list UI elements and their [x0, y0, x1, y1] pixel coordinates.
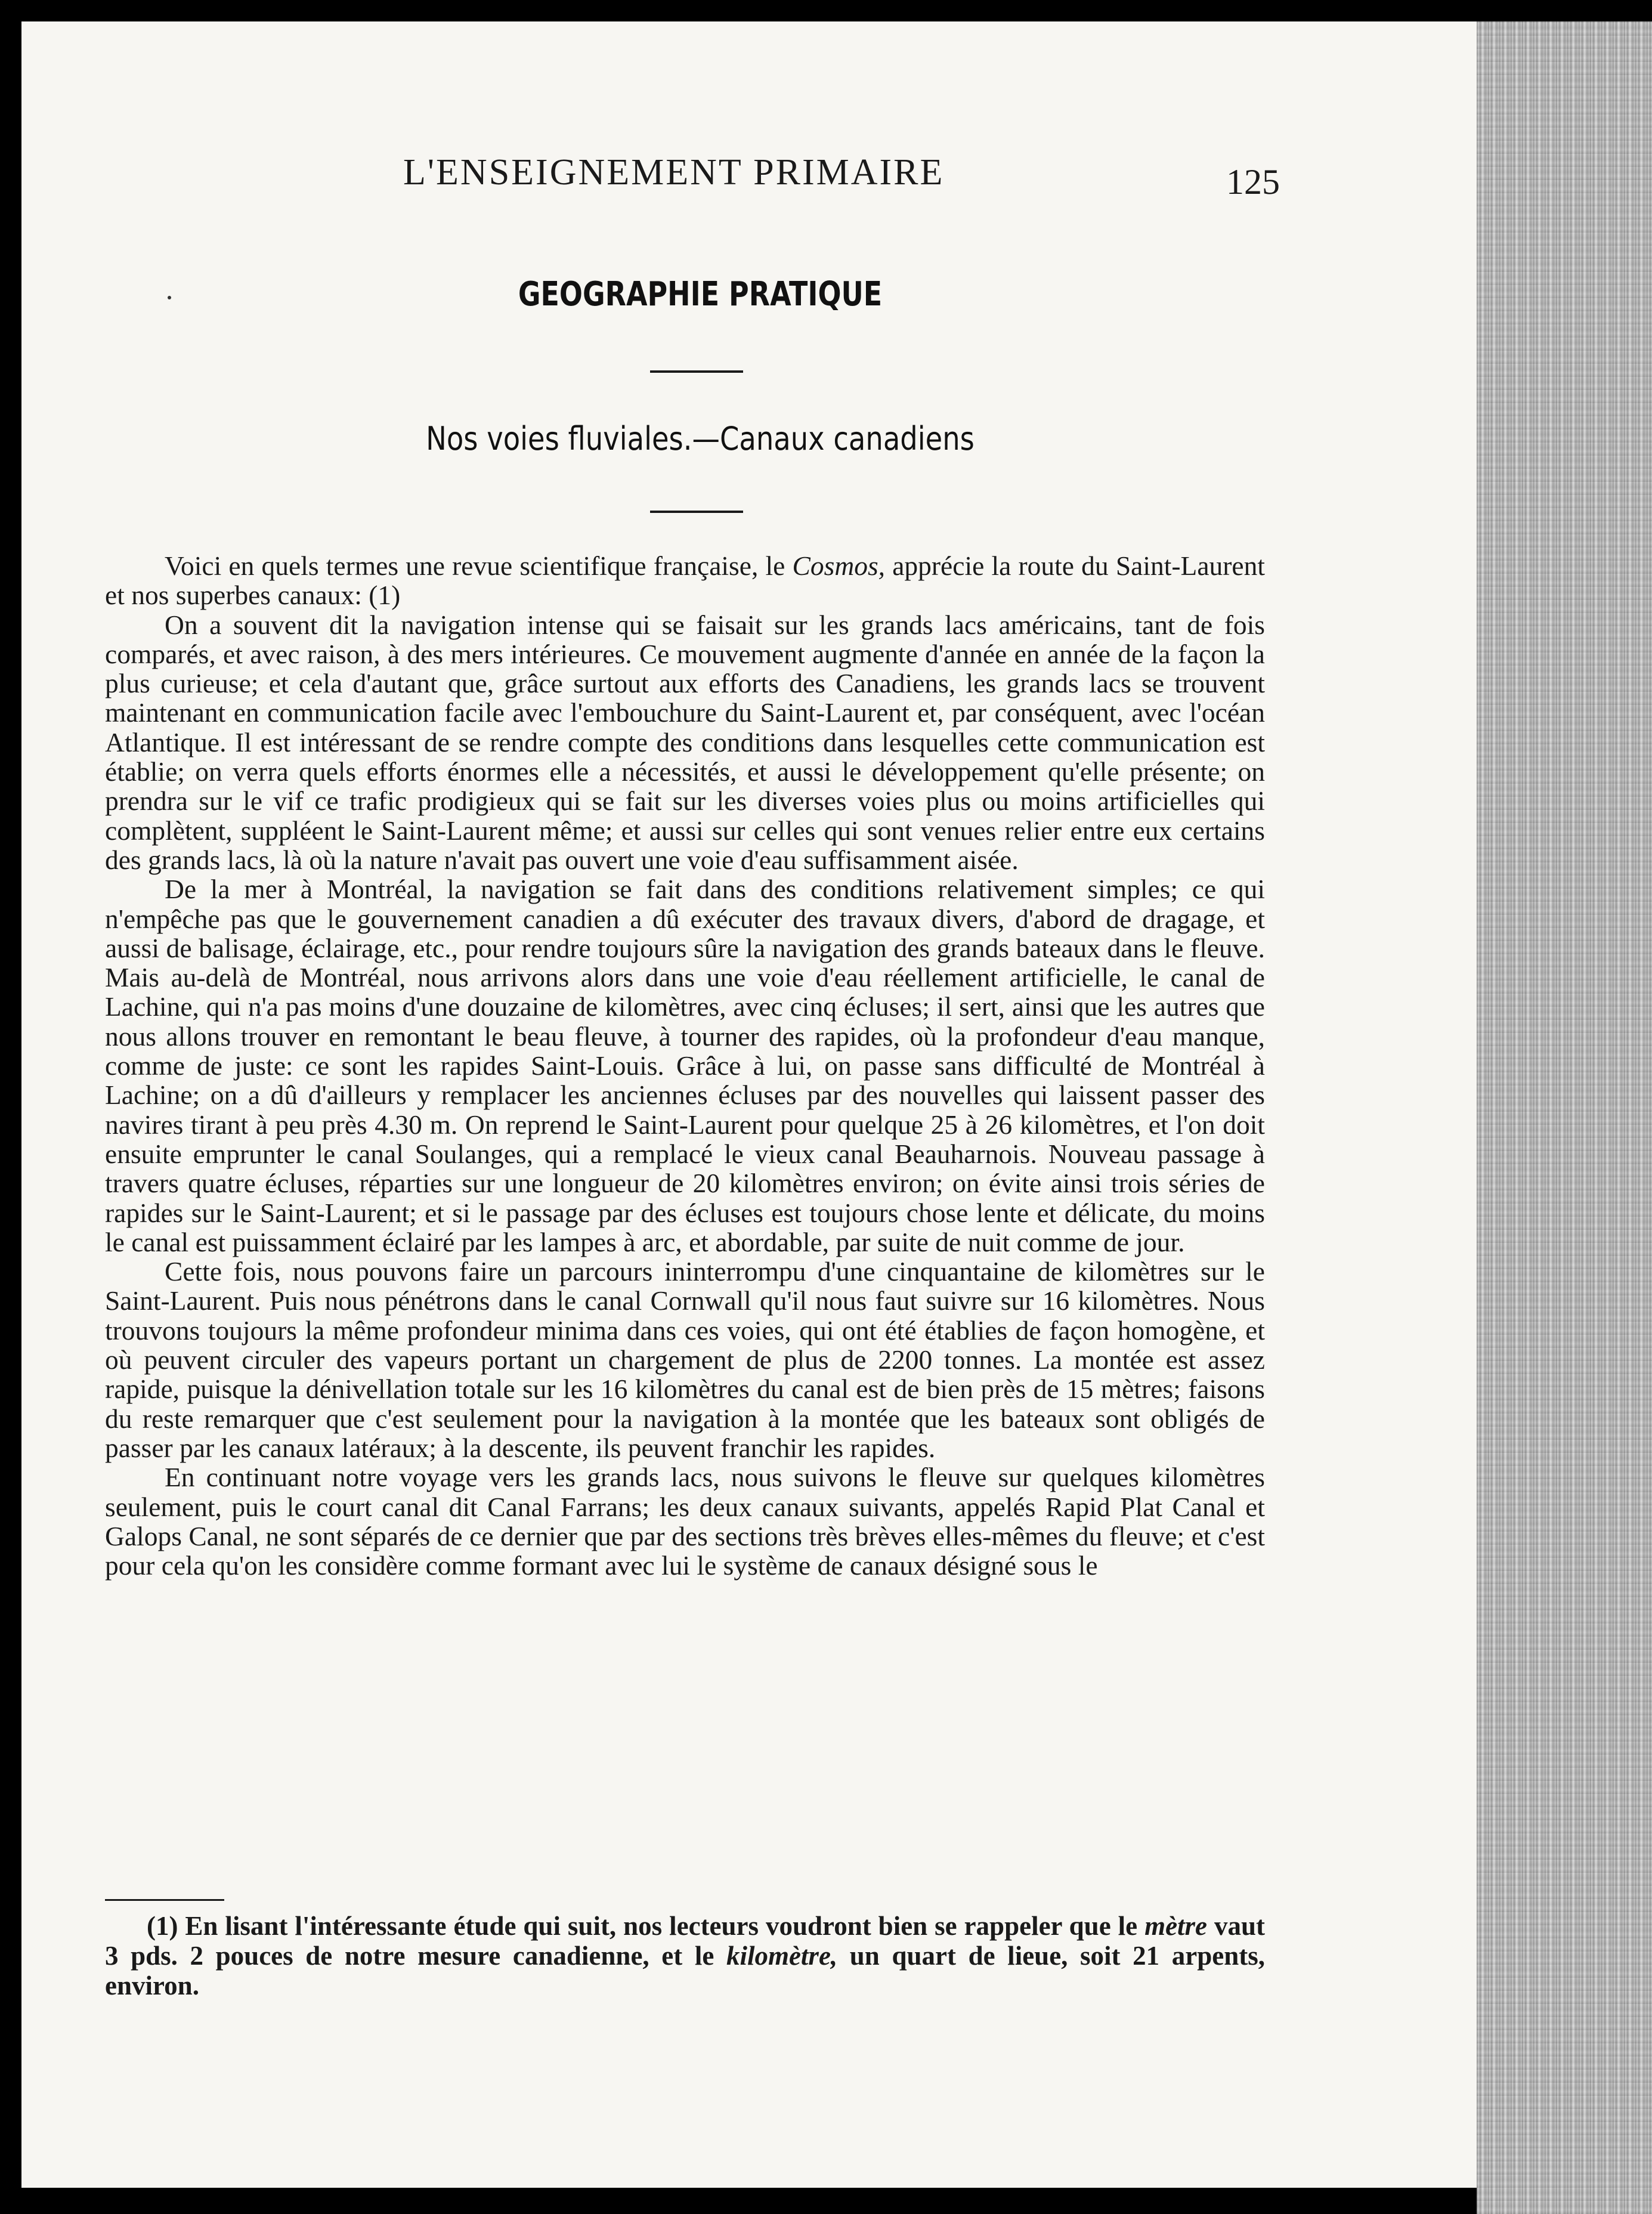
body-paragraph-2: De la mer à Montréal, la navigation se fait dans des conditions relativement simples; ce qui n'empêche pas que le gouvernement canadien a dû exécuter des travaux divers, d'abord de dragage, et aussi de balisage, éclairage, etc., pour rendre toujours sûre la navigation des grands bateaux dans le fleuve. Mais au-delà de Montréal, nous arrivons alors dans une voie d'eau réellement artificielle, le canal de Lachine, qui n'a pas moins d'une douzaine de kilomètres, avec cinq écluses; il sert, ainsi que les autres que nous allons trouver en remontant le beau fleuve, à tourner des rapides, où la profondeur d'eau manque, comme de juste: ce sont les rapides Saint-Louis. Grâce à lui, on passe sans difficulté de Montréal à Lachine; on a dû d'ailleurs y remplacer les anciennes écluses par des nouvelles qui laissent passer des navires tirant à peu près 4.30 m. On reprend le Saint-Laurent pour quelque 25 à 26 kilomètres, et l'on doit ensuite emprunter le canal Soulanges, qui a remplacé le vieux canal Beauharnois. Nouveau passage à travers quatre écluses, réparties sur une longueur de 20 kilomètres environ; on évite ainsi trois séries de rapides sur le Saint-Laurent; et si le passage par des écluses est toujours chose lente et délicate, du moins le canal est puissamment éclairé par les lampes à arc, et abordable, par suite de nuit comme de jour.	[105, 874, 1265, 1257]
title-rule-top	[650, 370, 743, 373]
intro-text-start: Voici en quels termes une revue scientifique française, le	[165, 551, 793, 581]
footnote-rule	[105, 1899, 224, 1901]
footnote-term-metre: mètre	[1144, 1911, 1208, 1941]
body-paragraph-3: Cette fois, nous pouvons faire un parcours ininterrompu d'une cinquantaine de kilomètres sur le Saint-Laurent. Puis nous pénétrons dans le canal Cornwall qu'il nous faut suivre sur 16 kilomètres. Nous trouvons toujours la même profondeur minima dans ces voies, qui ont été établies de façon homogène, et où peuvent circuler des vapeurs portant un chargement de plus de 2200 tonnes. La montée est assez rapide, puisque la dénivellation totale sur les 16 kilomètres du canal est de bien près de 15 mètres; faisons du reste remarquer que c'est seulement pour la navigation à la montée que les bateaux sont obligés de passer par les canaux latéraux; à la descente, ils peuvent franchir les rapides.	[105, 1256, 1265, 1463]
intro-paragraph	[105, 551, 1265, 610]
footnote-text-1: (1) En lisant l'intéressante étude qui suit, nos lecteurs voudront bien se rappeler que le	[147, 1911, 1145, 1941]
intro-text-end: apprécie la route du Saint-Laurent et nos superbes canaux: (1)	[105, 551, 1266, 611]
journal-name: Cosmos,	[792, 551, 886, 581]
article-title: Nos voies fluviales.—Canaux canadiens	[426, 420, 975, 457]
body-paragraph-1: On a souvent dit la navigation intense qui se faisait sur les grands lacs américains, tant de fois comparés, et avec raison, à des mers intérieures. Ce mouvement augmente d'année en année de la façon la plus curieuse; et cela d'autant que, grâce surtout aux efforts des Canadiens, les grands lacs se trouvent maintenant en communication facile avec l'embouchure du Saint-Laurent et, par conséquent, avec l'océan Atlantique. Il est intéressant de se rendre compte des conditions dans lesquelles cette communication est établie; on verra quels efforts énormes elle a nécessités, et aussi le développement qu'elle présente; on prendra sur le vif ce trafic prodigieux qui se fait sur les diverses voies plus ou moins artificielles qui complètent, suppléent le Saint-Laurent même; et aussi sur celles qui sont venues relier entre eux certains des grands lacs, là où la nature n'avait pas ouvert une voie d'eau suffisamment aisée.	[105, 609, 1265, 875]
body-paragraph-4: En continuant notre voyage vers les grands lacs, nous suivons le fleuve sur quelques kilomètres seulement, puis le court canal dit Canal Farrans; les deux canaux suivants, appelés Rapid Plat Canal et Galops Canal, ne sont séparés de ce dernier que par des sections très brèves elles-mêmes du fleuve; et c'est pour cela qu'on les considère comme formant avec lui le système de canaux désigné sous le	[105, 1462, 1265, 1581]
footnote-text-2: vaut 3 pds. 2 pouces de notre mesure canadienne, et le	[105, 1911, 1265, 1971]
footnote	[105, 1911, 1265, 2000]
footnote-text-3: un quart de lieue, soit 21 arpents, environ.	[105, 1941, 1265, 2000]
article-body	[105, 551, 1265, 1580]
page-number: 125	[1226, 162, 1280, 202]
running-head: L'ENSEIGNEMENT PRIMAIRE	[403, 152, 945, 193]
title-rule-bottom	[650, 511, 743, 513]
footnote-paragraph	[105, 1911, 1265, 2000]
section-title: GEOGRAPHIE PRATIQUE	[518, 275, 883, 314]
footnote-term-kilometre: kilomètre,	[726, 1941, 838, 1971]
book-page-edge	[1477, 21, 1652, 2214]
book-page	[21, 21, 1477, 2188]
